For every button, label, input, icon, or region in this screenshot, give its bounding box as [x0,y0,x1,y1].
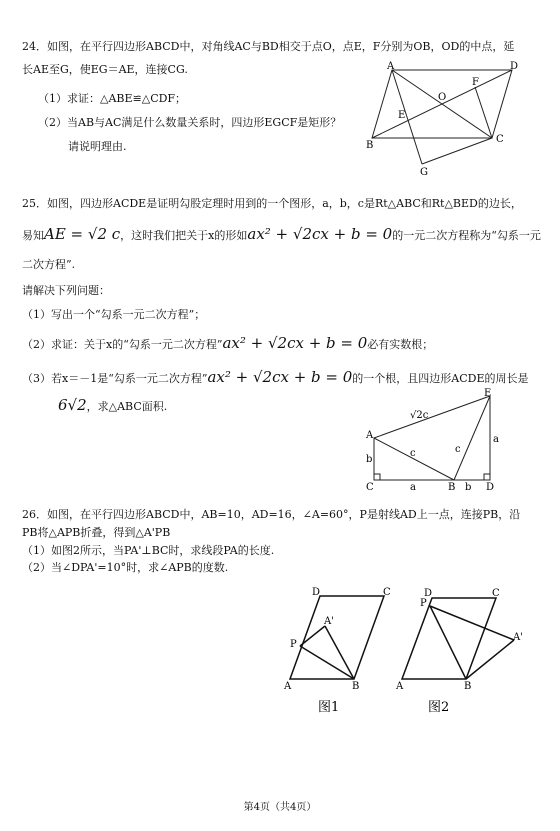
q25-part3 [22,370,529,386]
q26-figure2 [392,584,532,714]
q26-fig1-label-P: P [290,639,297,650]
q25-label-B: B [448,482,456,493]
q25-label-a-right: a [493,434,499,445]
q26-fig2-label-B: B [464,681,472,692]
q25-equation: ax² + √2cx + b = 0 [247,225,393,243]
q25-ae-formula: AE = √2 c [44,225,121,243]
q25-label-c-be: c [455,444,461,455]
q24-label-O: O [438,92,447,103]
q25-line2 [22,227,541,243]
q25-line3: 二次方程”. [22,258,76,271]
q25-line2-text-c: 的一元二次方程称为“勾系一元 [392,229,541,242]
q25-part3-text-b: 的一个根，且四边形ACDE的周长是 [352,372,529,385]
q26-fig1-label-B: B [352,681,360,692]
q26-fig2-label-A: A [396,681,404,692]
q25-part3-cont [58,398,167,414]
q26-figure1 [280,584,410,714]
q24-line1: 24．如图，在平行四边形ABCD中，对角线AC与BD相交于点O，点E，F分别为OB，OD的中点，延 [22,40,515,53]
q25-solve-prompt: 请解决下列问题： [22,284,110,297]
q24-label-C: C [496,134,504,145]
q26-fig2-label-C: C [492,588,500,599]
q26-fig1-label-A-prime: A' [324,616,334,627]
q26-part2: （2）当∠DPA'=10°时，求∠APB的度数. [22,561,229,574]
q24-label-F: F [472,77,479,88]
q25-line2-text-a: 易知 [22,229,44,242]
q24-part2-reason: 请说明理由. [68,140,127,153]
q25-label-a-bottom: a [410,482,416,493]
q24-line2: 长AE至G，使EG＝AE，连接CG. [22,63,188,76]
q24-label-A: A [387,61,395,72]
q24-label-E: E [398,110,406,121]
page-footer: 第4页（共4页） [243,802,317,813]
q25-perimeter: 6√2 [58,396,87,414]
q25-part3-text-c: ，求△ABC面积. [86,400,168,413]
q25-label-b-left: b [366,454,373,465]
q24-part1: （1）求证：△ABE≌△CDF； [38,92,187,105]
q25-label-A: A [366,430,374,441]
q25-part1: （1）写出一个“勾系一元二次方程”； [22,308,206,321]
q25-line1: 25．如图，四边形ACDE是证明勾股定理时用到的一个图形，a，b，c是Rt△ABC和Rt△BED的边长， [22,197,522,210]
q25-label-D: D [486,482,495,493]
q25-part3-text-a: （3）若x＝－1是“勾系一元二次方程” [22,372,208,385]
q25-label-c-ab: c [410,448,416,459]
q25-line2-text-b: ，这时我们把关于x的形如 [120,229,248,242]
q25-part3-equation: ax² + √2cx + b = 0 [207,368,353,386]
q25-part2 [22,336,433,352]
q24-figure [362,60,542,175]
q26-line1: 26．如图，在平行四边形ABCD中，AB=10，AD=16，∠A=60°，P是射线AD上一点，连接PB，沿 [22,508,521,521]
q24-label-D: D [510,61,519,72]
q25-label-E: E [484,388,492,399]
q26-fig1-caption: 图1 [318,700,340,714]
q26-fig2-label-D: D [424,588,433,599]
q26-fig1-label-D: D [312,587,321,598]
q26-part1: （1）如图2所示，当PA'⊥BC时，求线段PA的长度. [22,544,275,557]
q25-label-C: C [366,482,374,493]
q25-label-root2c: √2c [410,410,429,421]
q26-fig2-label-A-prime: A' [513,632,523,643]
q25-label-b-bottom: b [465,482,472,493]
q24-label-B: B [366,140,374,151]
q25-part2-text-a: （2）求证：关于x的“勾系一元二次方程” [22,338,223,351]
q24-label-G: G [420,167,428,175]
q26-fig2-label-P: P [420,598,427,609]
q24-part2: （2）当AB与AC满足什么数量关系时，四边形EGCF是矩形？ [38,116,342,129]
q26-fig2-caption: 图2 [428,700,450,714]
q26-fig1-label-C: C [383,587,391,598]
q26-line2: PB将△APB折叠，得到△A'PB [22,526,171,539]
q25-part2-equation: ax² + √2cx + b = 0 [222,334,368,352]
q25-part2-text-b: 必有实数根； [367,338,434,351]
q25-figure [362,388,512,493]
q26-fig1-label-A: A [284,681,292,692]
